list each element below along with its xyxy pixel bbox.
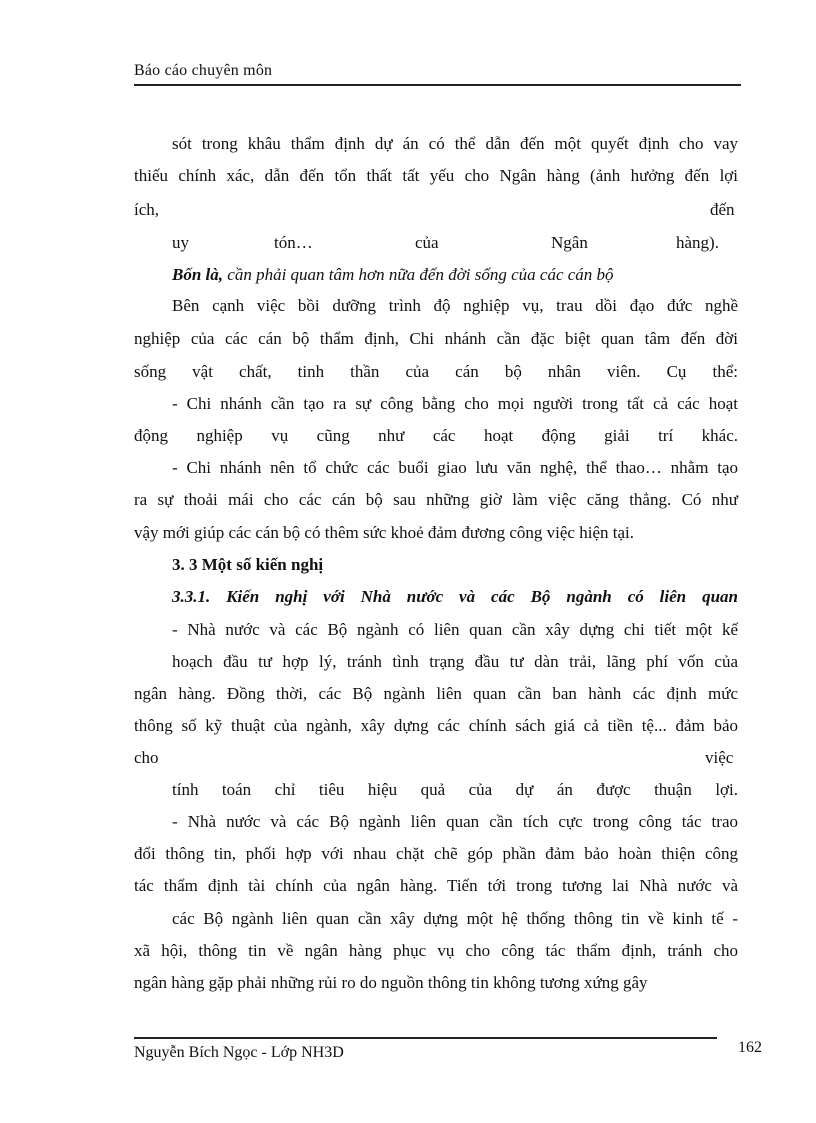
paragraph-line: tác thẩm định tài chính của ngân hàng. Tiến tới trong tương lai Nhà nước và [134,876,738,895]
paragraph-line: - Nhà nước và các Bộ ngành có liên quan cần xây dựng chi tiết một kế [172,620,738,639]
section-heading: 3. 3 Một số kiến nghị [172,555,324,574]
paragraph-line: xã hội, thông tin về ngân hàng phục vụ cho công tác thẩm định, tránh cho [134,941,738,960]
paragraph-line: sống vật chất, tinh thần của cán bộ nhân viên. Cụ thể: [134,362,738,381]
footer-divider [134,1037,717,1039]
paragraph-line: thông số kỹ thuật của ngành, xây dựng các chính sách giá cả tiền tệ... đảm bảo [134,716,738,735]
paragraph-line: ra sự thoải mái cho các cán bộ sau những giờ làm việc căng thẳng. Có như [134,490,738,509]
paragraph-line: Ngân [551,233,588,252]
paragraph-line: - Nhà nước và các Bộ ngành liên quan cần tích cực trong công tác trao [172,812,738,831]
paragraph-line: - Chi nhánh nên tổ chức các buổi giao lưu văn nghệ, thể thao… nhằm tạo [172,458,738,477]
paragraph-line: thiếu chính xác, dẫn đến tổn thất tất yếu cho Ngân hàng (ảnh hưởng đến lợi [134,166,738,185]
subsection-heading: 3.3.1. Kiến nghị với Nhà nước và các Bộ ngành có liên quan [172,587,738,606]
paragraph-line: vậy mới giúp các cán bộ có thêm sức khoẻ đảm đương công việc hiện tại. [134,523,634,542]
section-lead: Bốn là, [172,265,224,284]
paragraph-line: tính toán chỉ tiêu hiệu quả của dự án được thuận lợi. [172,780,738,799]
paragraph-line: hoạch đầu tư hợp lý, tránh tình trạng đầu tư dàn trải, lãng phí vốn của [172,652,738,671]
page-number: 162 [738,1039,762,1056]
paragraph-line: việc [705,748,734,767]
paragraph-line: đổi thông tin, phối hợp với nhau chặt chẽ góp phần đảm bảo hoàn thiện công [134,844,738,863]
paragraph-line: ngân hàng. Đồng thời, các Bộ ngành liên quan cần ban hành các định mức [134,684,738,703]
paragraph-line: sót trong khâu thẩm định dự án có thể dẫn đến một quyết định cho vay [172,134,738,153]
paragraph-line: Bên cạnh việc bồi dưỡng trình độ nghiệp vụ, trau dồi đạo đức nghề [172,296,738,315]
section-line [172,265,738,285]
paragraph-line: ích, [134,200,160,219]
paragraph-line: các Bộ ngành liên quan cần xây dựng một hệ thống thông tin về kinh tế - [172,909,738,928]
paragraph-line: - Chi nhánh cần tạo ra sự công bằng cho mọi người trong tất cả các hoạt [172,394,738,413]
paragraph-line: động nghiệp vụ cũng như các hoạt động giải trí khác. [134,426,738,445]
paragraph-line: uy [172,233,189,252]
footer-author: Nguyễn Bích Ngọc - Lớp NH3D [134,1044,344,1061]
paragraph-line: đến [710,200,735,219]
paragraph-line: hàng). [676,233,719,252]
paragraph-line: ngân hàng gặp phải những rủi ro do nguồn thông tin không tương xứng gây [134,973,648,992]
paragraph-line: tón… [274,233,313,252]
paragraph-line: cho [134,748,159,767]
section-lead-text: cần phải quan tâm hơn nữa đến đời sống của các cán bộ [223,265,614,284]
paragraph-line: của [415,233,439,252]
header-divider [134,84,741,86]
paragraph-line: nghiệp của các cán bộ thẩm định, Chi nhánh cần đặc biệt quan tâm đến đời [134,329,738,348]
header-title: Báo cáo chuyên môn [134,62,273,79]
